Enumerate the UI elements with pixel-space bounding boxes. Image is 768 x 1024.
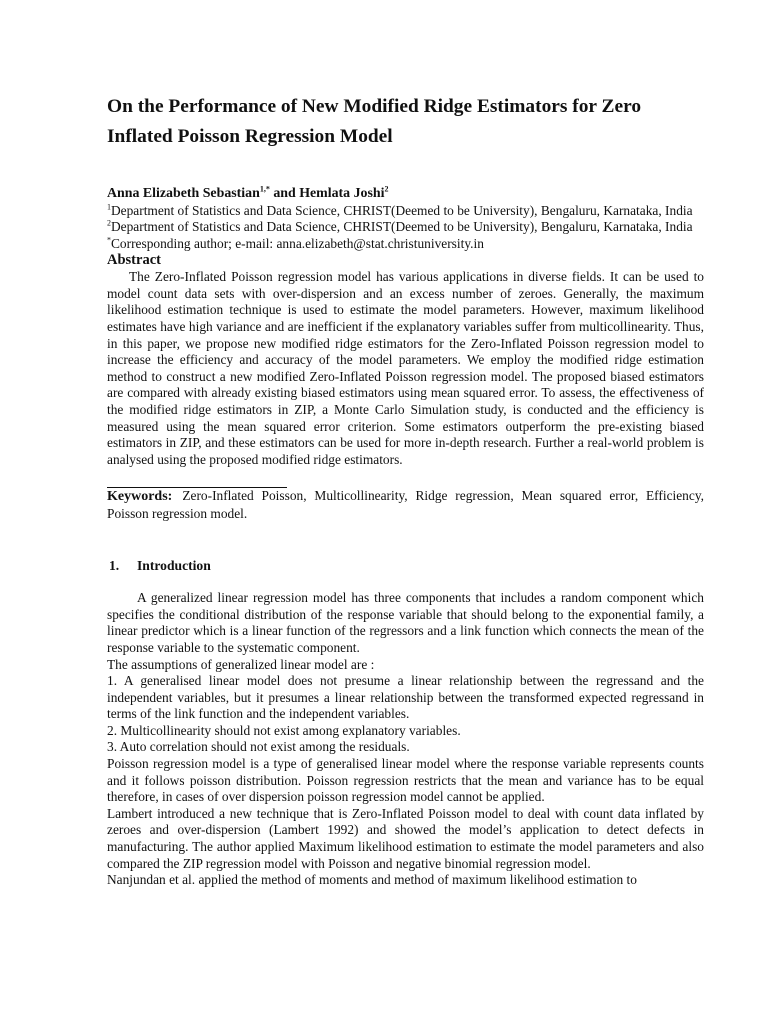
intro-assumption-2: 2. Multicollinearity should not exist among explanatory variables. bbox=[107, 722, 461, 738]
affiliation-2 bbox=[107, 219, 704, 235]
affiliation-1-text: Department of Statistics and Data Science, CHRIST(Deemed to be University), Bengaluru, Karnataka, India bbox=[111, 203, 693, 218]
intro-paragraph-lambert: Lambert introduced a new technique that is Zero-Inflated Poisson model to deal with count data inflated by zeroes and over-dispersion (Lambert 1992) and showed the model’s application to detect defects in manufacturing. The author applied Maximum likelihood estimation to estimate the model parameters and also compared the ZIP regression model with Poisson and negative binomial regression model. bbox=[107, 805, 704, 871]
keywords bbox=[107, 488, 704, 522]
author-1-name: Anna Elizabeth Sebastian bbox=[107, 186, 260, 201]
corresponding-author-text: Corresponding author; e-mail: anna.elizabeth@stat.christuniversity.in bbox=[111, 235, 484, 251]
author-line bbox=[107, 185, 704, 203]
intro-paragraph-1: A generalized linear regression model has three components that includes a random component which specifies the conditional distribution of the response variable that should belong to the exponential family, a linear predictor which is a linear function of the regressors and a link function which connects the mean of the response variable to the systematic component. bbox=[107, 590, 704, 655]
author-connector: and bbox=[269, 186, 300, 201]
intro-paragraph-poisson: Poisson regression model is a type of generalised linear model where the response variable represents counts and it follows poisson distribution. Poisson regression restricts that the mean and variance has to be equal therefore, in cases of over dispersion poisson regression model cannot be applied. bbox=[107, 756, 704, 805]
keywords-text: Zero-Inflated Poisson, Multicollinearity, Ridge regression, Mean squared error, Efficiency, Poisson regression model. bbox=[107, 488, 704, 521]
affiliation-2-marker: 2 bbox=[107, 218, 111, 228]
affiliation-2-text: Department of Statistics and Data Science, CHRIST(Deemed to be University), Bengaluru, Karnataka, India bbox=[111, 219, 693, 235]
corresponding-author bbox=[107, 236, 704, 252]
author-2-name: Hemlata Joshi bbox=[299, 186, 385, 201]
affiliation-1 bbox=[107, 203, 704, 219]
author-2-affil-marker: 2 bbox=[384, 184, 389, 194]
intro-paragraph-nanjundan: Nanjundan et al. applied the method of moments and method of maximum likelihood estimation to bbox=[107, 872, 637, 888]
paper-title: On the Performance of New Modified Ridge Estimators for Zero Inflated Poisson Regression Model bbox=[107, 96, 642, 147]
author-1-affil-marker: 1,* bbox=[259, 184, 270, 194]
abstract-heading: Abstract bbox=[107, 252, 161, 269]
intro-assumption-1: 1. A generalised linear model does not presume a linear relationship between the regressand and the independent variables, but it presumes a linear relationship between the transformed expected regressand in terms of the link function and the independent variables. bbox=[107, 673, 704, 722]
section-title: Introduction bbox=[137, 557, 211, 573]
paper-content bbox=[107, 92, 704, 889]
introduction-body bbox=[107, 590, 704, 889]
abstract-text: The Zero-Inflated Poisson regression model has various applications in diverse fields. It can be used to model count data sets with over-dispersion and an excess number of zeroes. Generally, the maximum likelihood estimation technique is used to estimate the model parameters. However, maximum likelihood estimates have high variance and are inefficient if the explanatory variables suffer from multicollinearity. Thus, in this paper, we propose new modified ridge estimators for the Zero-Inflated Poisson regression model to increase the efficiency and accuracy of the model parameters. We employ the modified ridge estimation method to construct a new modified Zero-Inflated Poisson regression model. The proposed biased estimators are compared with already existing biased estimators using mean squared error. To assess, the effectiveness of the modified ridge estimators in ZIP, a Monte Carlo Simulation study, is conducted and the efficiency is measured using the mean squared error criterion. Some estimators outperform the pre-existing biased estimators in ZIP, and these estimators can be used for more in-depth research. Further a real-world problem is analysed using the proposed modified ridge estimators. bbox=[107, 269, 704, 467]
corresponding-author-marker: * bbox=[107, 235, 111, 245]
keywords-label: Keywords: bbox=[107, 489, 173, 505]
section-number: 1. bbox=[109, 557, 120, 573]
intro-assumption-3: 3. Auto correlation should not exist among the residuals. bbox=[107, 739, 410, 755]
section-heading-introduction bbox=[107, 558, 704, 575]
affiliation-1-marker: 1 bbox=[107, 202, 111, 212]
intro-paragraph-2: The assumptions of generalized linear model are : bbox=[107, 656, 375, 672]
